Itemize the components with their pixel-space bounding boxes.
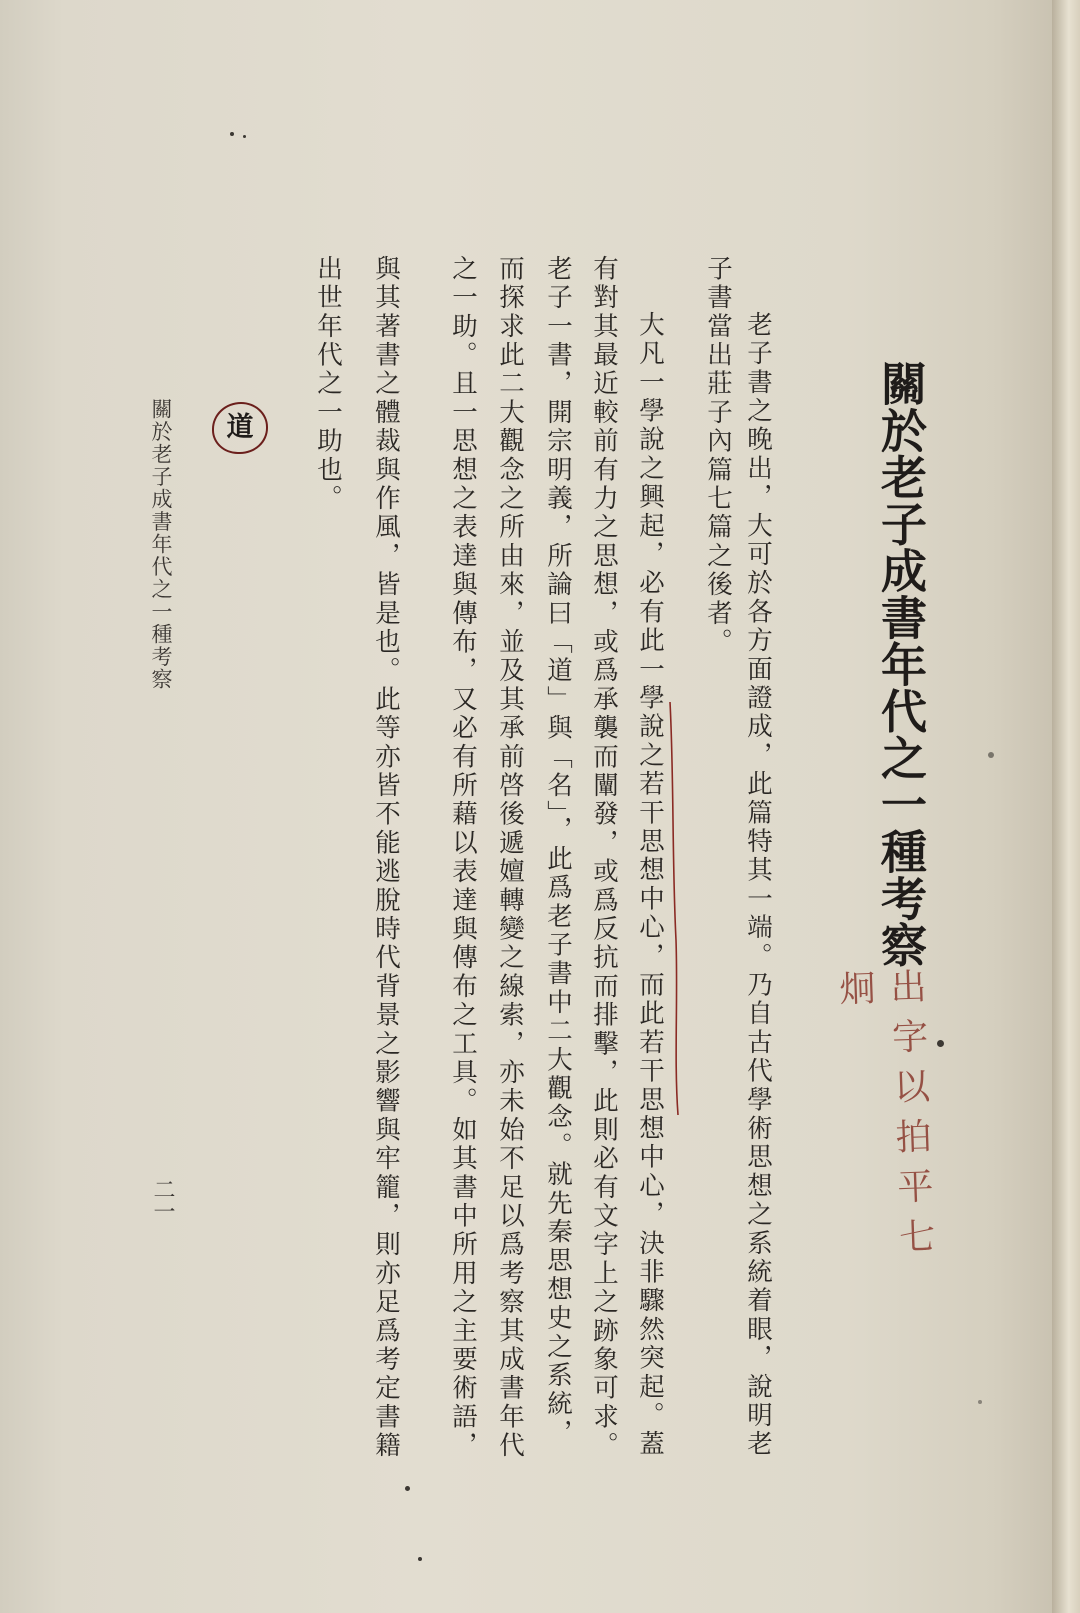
- red-pen-mark: [662, 700, 692, 1120]
- running-footer: 關於老子成書年代之一種考察: [149, 398, 173, 691]
- paper-speck: [988, 752, 994, 758]
- paper-speck: [405, 1486, 410, 1491]
- paragraph-2-line-7: 出世年代之一助也。: [313, 255, 343, 514]
- paragraph-2-line-5: 之一助。且一思想之表達與傳布，又必有所藉以表達與傳布之工具。如其書中所用之主要術語，: [448, 255, 478, 1461]
- paragraph-2-line-3: 老子一書，開宗明義，所論曰「道」與「名」，此爲老子書中二大觀念。就先秦思想史之系統，: [543, 255, 573, 1448]
- paper-speck: [230, 132, 234, 136]
- page-number: 二一: [150, 1178, 175, 1222]
- paper-speck: [243, 135, 246, 138]
- paper-speck: [978, 1400, 982, 1404]
- paragraph-2-line-2: 有對其最近較前有力之思想，或爲承襲而闡發，或爲反抗而排擊，此則必有文字上之跡象可求。: [589, 255, 619, 1461]
- handwritten-note: 出字以拍平七炯: [833, 967, 936, 1269]
- paper-speck: [937, 1040, 944, 1047]
- page-edge: [1052, 0, 1080, 1613]
- paper-speck: [418, 1557, 422, 1561]
- paragraph-1-line-1: 老子書之晚出，大可於各方面證成，此篇特其一端。乃自古代學術思想之系統着眼，說明老: [743, 311, 773, 1459]
- paragraph-2-line-6: 與其著書之體裁與作風，皆是也。此等亦皆不能逃脫時代背景之影響與牢籠，則亦足爲考定書籍: [371, 255, 401, 1461]
- paragraph-2-line-1: 大凡一學說之興起，必有此一學說之若干思想中心，而此若干思想中心，決非驟然突起。蓋: [635, 311, 665, 1459]
- paragraph-2-line-4: 而探求此二大觀念之所由來，並及其承前啓後遞嬗轉變之線索，亦未始不足以爲考察其成書年代: [495, 255, 525, 1461]
- page-title: 關於老子成書年代之一種考察: [874, 360, 928, 969]
- paragraph-1-line-2: 子書當出莊子內篇七篇之後者。: [703, 255, 733, 657]
- red-seal-stamp: 道: [212, 402, 268, 454]
